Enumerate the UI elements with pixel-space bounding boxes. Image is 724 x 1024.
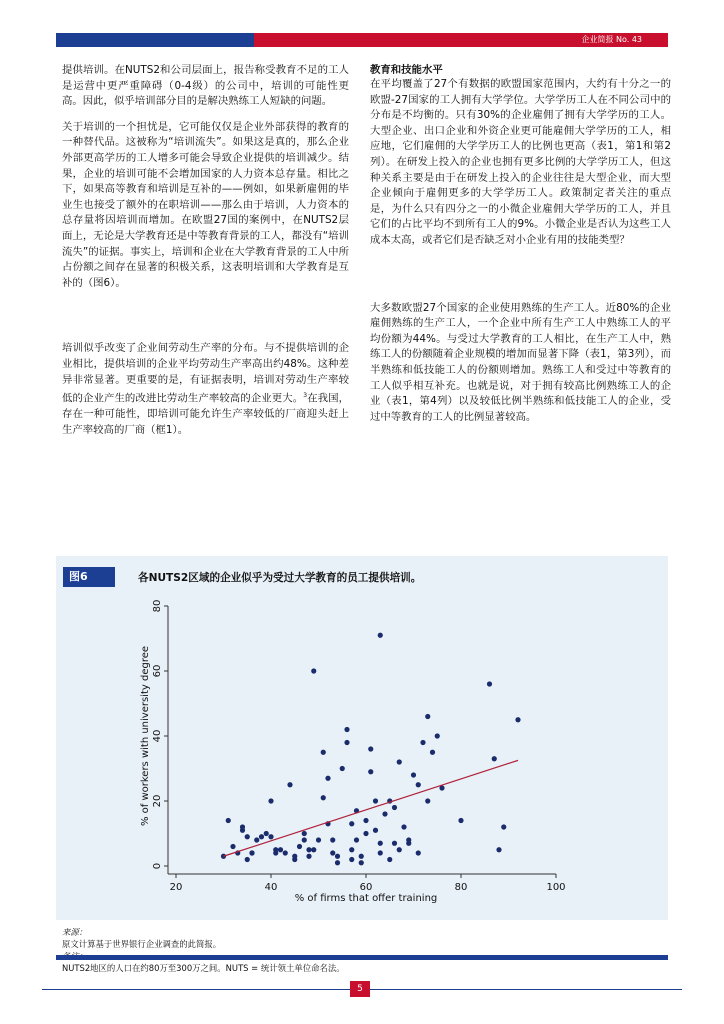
data-point <box>420 740 425 745</box>
data-point <box>392 841 397 846</box>
data-point <box>387 857 392 862</box>
left-para-1: 提供培训。在NUTS2和公司层面上，报告称受教育不足的工人是运营中更严重障碍（0-4级）的公司中，培训的可能性更高。因此，似乎培训部分目的是解决熟练工人短缺的问题。 <box>62 64 349 108</box>
data-point <box>278 847 283 852</box>
left-para-3 <box>62 341 349 438</box>
data-point <box>268 834 273 839</box>
left-para-3-tail: 在我国，存在一种可能性，即培训可能允许生产率较低的厂商迎头赶上生产率较高的厂商（框1）。 <box>62 392 349 436</box>
x-tick-label: 20 <box>169 882 183 893</box>
data-point <box>344 727 349 732</box>
data-point <box>487 681 492 686</box>
footnote-marker: 3 <box>303 392 308 400</box>
data-point <box>378 841 383 846</box>
data-point <box>349 847 354 852</box>
data-point <box>297 844 302 849</box>
left-column <box>62 63 349 438</box>
data-point <box>373 798 378 803</box>
right-para-1: 在平均覆盖了27个有数据的欧盟国家范围内，大约有十分之一的欧盟-27国家的工人拥有大学学位。大学学历工人在不同公司中的分布是不均衡的。只有30%的企业雇佣了拥有大学学历的工人。大型企业、出口企业和外资企业更可能雇佣大学学历的工人，相应地，它们雇佣的大学学历工人的比例也更高（表1，第1和第2列）。在研发上投入的企业也拥有更多比例的大学学历工人，但这种关系主要是由于在研发上投入的企业往往是大型企业，而大型企业倾向于雇佣更多的大学学历工人。政策制定者关注的重点是，为什么只有四分之一的小微企业雇佣大学学历的工人，并且它们的占比平均不到所有工人的9%。小微企业是否认为这些工人成本太高，或者它们是否缺乏对小企业有用的技能类型？ <box>370 78 671 246</box>
data-point <box>245 834 250 839</box>
y-tick-label: 40 <box>152 729 163 743</box>
data-point <box>378 850 383 855</box>
data-point <box>425 798 430 803</box>
page-number: 5 <box>350 981 370 997</box>
y-axis-label: % of workers with university degree <box>140 645 151 827</box>
header-bar-red <box>254 33 668 47</box>
data-point <box>259 834 264 839</box>
data-point <box>392 805 397 810</box>
x-tick-label: 100 <box>546 882 566 893</box>
x-tick-label: 80 <box>454 882 468 893</box>
data-point <box>330 850 335 855</box>
data-point <box>501 824 506 829</box>
data-point <box>359 854 364 859</box>
data-point <box>373 828 378 833</box>
data-point <box>302 837 307 842</box>
data-point <box>368 746 373 751</box>
data-point <box>363 818 368 823</box>
data-point <box>306 854 311 859</box>
data-point <box>458 818 463 823</box>
x-tick-label: 40 <box>264 882 278 893</box>
data-point <box>230 844 235 849</box>
figure-label: 图6 <box>63 567 115 587</box>
data-point <box>411 772 416 777</box>
data-point <box>359 860 364 865</box>
right-column <box>370 63 671 425</box>
data-point <box>321 795 326 800</box>
data-point <box>492 756 497 761</box>
data-point <box>397 759 402 764</box>
data-point <box>363 831 368 836</box>
data-point <box>283 850 288 855</box>
data-point <box>349 857 354 862</box>
data-point <box>311 668 316 673</box>
data-point <box>335 860 340 865</box>
data-point <box>397 847 402 852</box>
data-point <box>302 831 307 836</box>
data-point <box>430 750 435 755</box>
x-axis-label: % of firms that offer training <box>294 893 438 904</box>
footer-bar <box>56 955 668 960</box>
data-point <box>340 766 345 771</box>
data-point <box>330 837 335 842</box>
data-point <box>378 633 383 638</box>
y-tick-label: 20 <box>152 794 163 808</box>
data-point <box>245 857 250 862</box>
left-para-2: 关于培训的一个担忧是，它可能仅仅是企业外部获得的教育的一种替代品。这被称为“培训流失”。如果这是真的，那么企业外部更高学历的工人增多可能会导致企业提供的培训减少。结果，企业的培训可能不会增加国家的人力资本总存量。相比之下，如果高等教育和培训是互补的——例如，如果新雇佣的毕业生也接受了额外的在职培训——那么由于培训，人力资本的总存量将因培训而增加。在欧盟27国的案例中，在NUTS2层面上，无论是大学教育还是中等教育背景的工人，都没有“培训流失”的证据。事实上，培训和企业在大学教育背景的工人中所占份额之间存在显著的积极关系，这表明培训和大学教育是互补的（图6）。 <box>62 120 349 289</box>
data-point <box>416 850 421 855</box>
data-point <box>354 837 359 842</box>
data-point <box>416 782 421 787</box>
data-point <box>344 740 349 745</box>
note-text: NUTS2地区的人口在约80万至300万之间。NUTS = 统计领土单位命名法。 <box>62 963 345 973</box>
header-bar-blue <box>56 33 254 47</box>
x-tick-label: 60 <box>359 882 373 893</box>
right-para-2: 大多数欧盟27个国家的企业使用熟练的生产工人。近80%的企业雇佣熟练的生产工人，一个企业中所有生产工人中熟练工人的平均份额为44%。与受过大学教育的工人相比，在生产工人中，熟练工人的份额随着企业规模的增加而显著下降（表1，第3列），而半熟练和低技能工人的份额则增加。熟练工人和受过中等教育的工人似乎相互补充。也就是说，对于拥有较高比例熟练工人的企业（表1，第4列）以及较低比例半熟练和低技能工人的企业，受过中等教育的工人的比例显著较高。 <box>370 301 671 423</box>
data-point <box>382 811 387 816</box>
data-point <box>292 857 297 862</box>
data-point <box>325 776 330 781</box>
data-point <box>335 854 340 859</box>
y-tick-label: 0 <box>152 862 163 870</box>
data-point <box>406 841 411 846</box>
data-point <box>264 831 269 836</box>
data-point <box>316 837 321 842</box>
figure-title: 各NUTS2区域的企业似乎为受过大学教育的员工提供培训。 <box>138 572 422 584</box>
data-point <box>496 847 501 852</box>
scatter-chart <box>56 556 668 920</box>
source-label: 来源： <box>62 927 88 937</box>
left-para-3-text: 培训似乎改变了企业间劳动生产率的分布。与不提供培训的企业相比，提供培训的企业平均劳动生产率高出约48%。这种差异非常显著。更重要的是，有证据表明，培训对劳动生产率较低的企业产生的改进比劳动生产率较高的企业更大。 <box>62 342 349 405</box>
data-point <box>268 798 273 803</box>
source-text: 原文计算基于世界银行企业调查的此简报。 <box>62 939 222 949</box>
fit-line <box>224 760 519 856</box>
data-point <box>425 714 430 719</box>
data-point <box>306 847 311 852</box>
data-point <box>311 847 316 852</box>
data-point <box>254 837 259 842</box>
data-point <box>240 828 245 833</box>
y-tick-label: 80 <box>152 599 163 613</box>
data-point <box>349 821 354 826</box>
data-point <box>435 733 440 738</box>
data-point <box>401 824 406 829</box>
data-point <box>515 717 520 722</box>
data-point <box>249 850 254 855</box>
publication-label: 企业简报 No. 43 <box>581 35 642 44</box>
data-point <box>321 750 326 755</box>
data-point <box>368 769 373 774</box>
header-bar <box>56 33 668 47</box>
data-point <box>273 850 278 855</box>
data-point <box>287 782 292 787</box>
figure-panel <box>56 556 668 920</box>
y-tick-label: 60 <box>152 664 163 678</box>
section-heading: 教育和技能水平 <box>370 64 443 76</box>
data-point <box>226 818 231 823</box>
